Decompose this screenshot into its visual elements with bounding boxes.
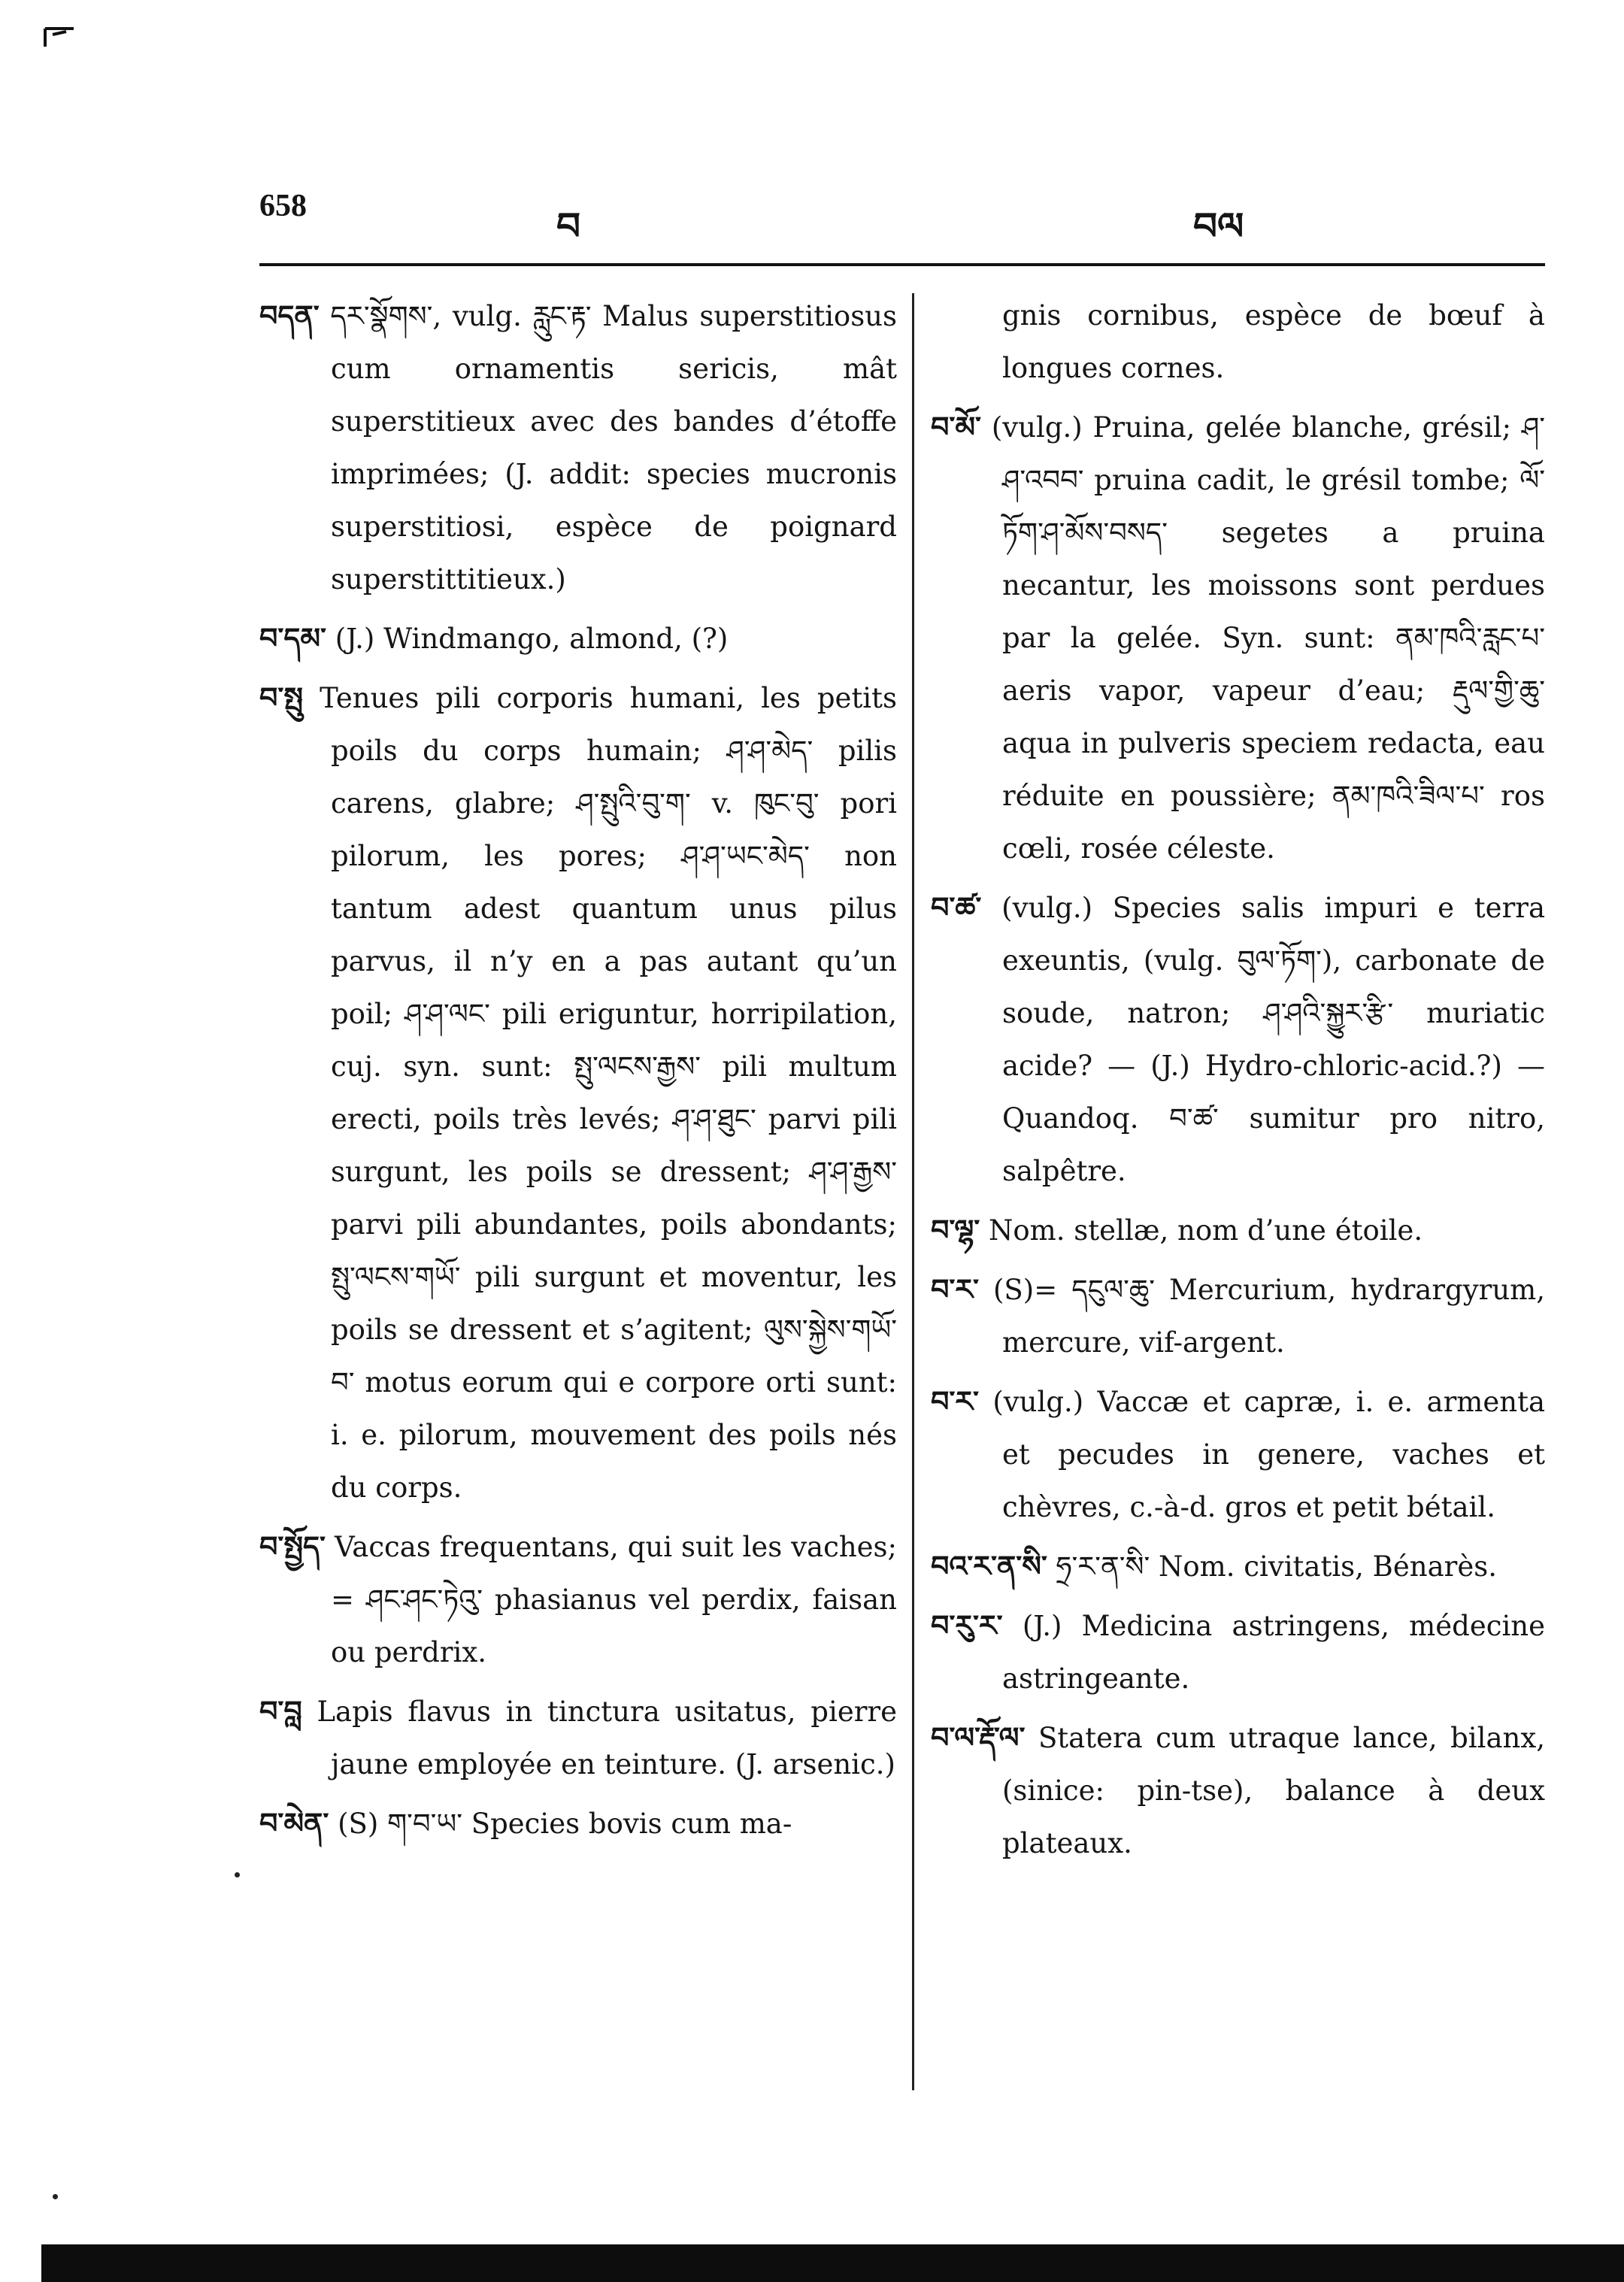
- scan-edge-bar: [41, 2244, 1624, 2282]
- dictionary-entry: [259, 289, 897, 606]
- column-divider: [912, 293, 914, 2090]
- corner-mark: [44, 26, 89, 48]
- entry-headword: བ་དམ་: [259, 622, 326, 655]
- entry-text: (vulg.) Species salis impuri e terra exeuntis, (vulg. བུལ་ཏོག་), carbonate de soude, natron; ཤ་ཤའི་སྐྱུར་རྩི་ muriatic acide? — (J.) Hydro-chloric-acid.?) — Quandoq. བ་ཚ་ sumitur pro nitro, salpêtre.: [1001, 892, 1546, 1187]
- entry-text: Tenues pili corporis humani, les petits poils du corps humain; ཤ་ཤ་མེད་ pilis carens, glabre; ཤ་སྤུའི་བུ་ག་ v. ཁུང་བུ་ pori pilorum, les pores; ཤ་ཤ་ཡང་མེད་ non tantum adest quantum unus pilus parvus, il n’y en a pas autant qu’un poil; ཤ་ཤ་ལང་ pili eriguntur, horripilation, cuj. syn. sunt: སྤུ་ལངས་རྒྱས་ pili multum erecti, poils très levés; ཤ་ཤ་ཐུང་ parvi pili surgunt, les poils se dressent; ཤ་ཤ་རྒྱས་ parvi pili abundantes, poils abondants; སྤུ་ལངས་གཡོ་ pili surgunt et moventur, les poils se dressent et s’agitent; ལུས་སྐྱེས་གཡོ་བ་ motus eorum qui e corpore orti sunt: i. e. pilorum, mouvement des poils nés du corps.: [320, 682, 897, 1504]
- dictionary-entry: [931, 1540, 1545, 1593]
- dictionary-entry: [259, 1520, 897, 1679]
- entry-text: (S) ག་བ་ཡ་ Species bovis cum ma-: [338, 1808, 792, 1840]
- entry-headword: བ་མོ་: [931, 411, 981, 444]
- entry-headword: བ་མེན་: [259, 1807, 329, 1840]
- entry-headword: བ་རུ་ར་: [931, 1609, 1003, 1642]
- entry-headword: བ་ལ་རྡོ་ལ་: [931, 1721, 1026, 1754]
- entry-headword: བ་སྤུ: [259, 681, 303, 714]
- running-head-guide-word: བལ: [1193, 204, 1244, 248]
- entry-text: Vaccas frequentans, qui suit les vaches; = ཤང་ཤང་ཏེའུ་ phasianus vel perdix, faisan ou perdrix.: [331, 1531, 898, 1668]
- running-head-letter: བ: [556, 204, 581, 248]
- entry-headword: བ་སྤྱོད་: [259, 1530, 326, 1563]
- stray-dot: [53, 2194, 58, 2199]
- entry-text: gnis cornibus, espèce de bœuf à longues cornes.: [1002, 299, 1545, 384]
- entry-headword: བདན་: [259, 299, 320, 332]
- entry-headword: བ་བླ: [259, 1695, 302, 1728]
- dictionary-entry: [259, 1685, 897, 1791]
- entry-headword: བའ་ར་ན་སི་: [931, 1550, 1047, 1583]
- dictionary-entry: [931, 1204, 1545, 1257]
- dictionary-entry: [931, 1711, 1545, 1870]
- right-column: [931, 289, 1545, 1876]
- entry-text: ཧྲ་ར་ན་སི་ Nom. civitatis, Bénarès.: [1056, 1550, 1497, 1583]
- dictionary-entry: [931, 881, 1545, 1198]
- entry-text: (J.) Windmango, almond, (?): [335, 623, 729, 655]
- dictionary-entry: [931, 1375, 1545, 1534]
- dictionary-entry: [931, 1263, 1545, 1369]
- entry-headword: བ་ར་: [931, 1385, 979, 1418]
- entry-text: དར་སྣོགས་, vulg. རླུང་རྟ་ Malus superstitiosus cum ornamentis sericis, mât superstitieux avec des bandes d’étoffe imprimées; (J. addit: species mucronis superstitiosi, espèce de poignard superstittitieux.): [330, 300, 897, 596]
- dictionary-entry: [259, 1797, 897, 1850]
- entry-text: (vulg.) Vaccæ et capræ, i. e. armenta et pecudes in genere, vaches et chèvres, c.-à-d. gros et petit bétail.: [992, 1386, 1546, 1523]
- entry-text: Nom. stellæ, nom d’une étoile.: [989, 1214, 1423, 1247]
- stray-dot: [235, 1872, 240, 1877]
- page-number: 658: [259, 189, 307, 223]
- entry-headword: བ་ར་: [931, 1273, 979, 1306]
- entry-text: (S)= དངུལ་ཆུ་ Mercurium, hydrargyrum, mercure, vif-argent.: [993, 1274, 1545, 1359]
- entry-text: (vulg.) Pruina, gelée blanche, grésil; ཤ་ཤ་འབབ་ pruina cadit, le grésil tombe; ལོ་ཏོག་ཤ་མོས་བསད་ segetes a pruina necantur, les moissons sont perdues par la gelée. Syn. sunt: ནམ་ཁའི་རླང་པ་ aeris vapor, vapeur d’eau; རྡུལ་གྱི་ཆུ་ aqua in pulveris speciem redacta, eau réduite en poussière; ནམ་ཁའི་ཟིལ་པ་ ros cœli, rosée céleste.: [991, 411, 1545, 865]
- entry-text: Statera cum utraque lance, bilanx, (sinice: pin-tse), balance à deux plateaux.: [1002, 1722, 1545, 1859]
- entry-headword: བ་ལྷ་: [931, 1214, 980, 1247]
- left-column: [259, 289, 897, 1856]
- dictionary-entry: [259, 671, 897, 1514]
- dictionary-entry: [259, 612, 897, 665]
- entry-text: Lapis flavus in tinctura usitatus, pierre jaune employée en teinture. (J. arsenic.): [317, 1696, 897, 1780]
- dictionary-entry: [931, 1599, 1545, 1705]
- entry-headword: བ་ཚ་: [931, 891, 982, 924]
- page-header: [259, 188, 1553, 248]
- header-rule: [259, 263, 1545, 266]
- dictionary-entry: [931, 401, 1545, 875]
- entry-text: (J.) Medicina astringens, médecine astringeante.: [1002, 1610, 1545, 1695]
- dictionary-entry-continuation: [931, 289, 1545, 395]
